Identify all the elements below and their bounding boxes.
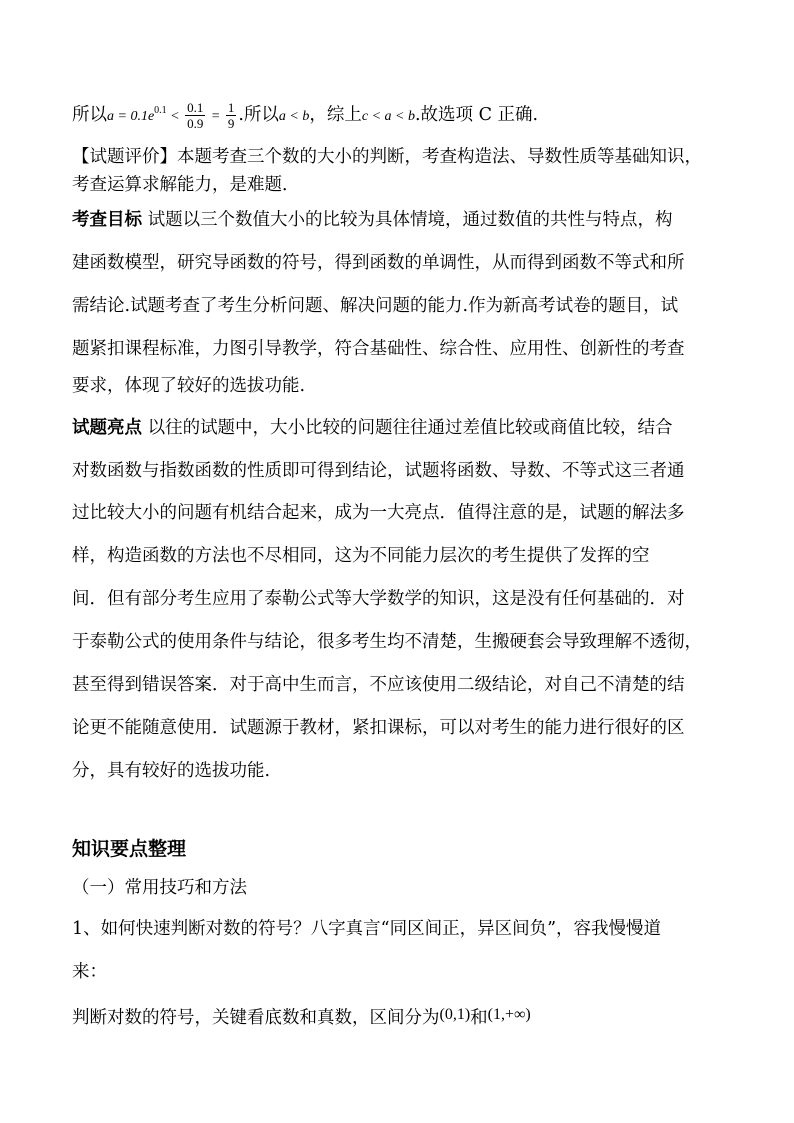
math-operator: = (207, 108, 224, 124)
math-expression: c < a < b (361, 108, 415, 124)
highlight-line-1 (72, 416, 673, 440)
math-expression: a < b (278, 108, 310, 124)
section-heading: 知识要点整理 (72, 838, 187, 860)
highlight-line-7: 甚至得到错误答案．对于高中生而言，不应该使用二级结论，对自己不清楚的结 (72, 675, 685, 695)
math-exponent: 0.1 (154, 105, 167, 116)
goal-line-3: 需结论.试题考查了考生分析问题、解决问题的能力.作为新高考试卷的题目，试 (72, 296, 679, 316)
fraction-denominator: 0.9 (187, 115, 204, 131)
text-segment: 所以 (72, 104, 107, 125)
highlight-line-2: 对数函数与指数函数的性质即可得到结论，试题将函数、导数、不等式这三者通 (72, 461, 685, 481)
section-subheading: （一）常用技巧和方法 (72, 878, 247, 898)
highlight-line-3: 过比较大小的问题有机结合起来，成为一大亮点．值得注意的是，试题的解法多 (72, 503, 685, 523)
tip-line-2: 来： (72, 962, 107, 982)
fraction-numerator: 0.1 (187, 99, 204, 115)
fraction (226, 100, 237, 131)
fraction-numerator: 1 (227, 99, 235, 115)
highlight-text: 以往的试题中，大小比较的问题往往通过差值比较或商值比较，结合 (142, 418, 673, 438)
goal-line-5: 要求，体现了较好的选拔功能. (72, 376, 306, 396)
interval-one-infinity: (1,+∞) (487, 1006, 531, 1023)
goal-line-4: 题紧扣课程标准，力图引导教学，符合基础性、综合性、应用性、创新性的考查 (72, 339, 685, 359)
tip-line-3 (72, 1003, 531, 1030)
text-segment: ，综上 (309, 104, 362, 125)
highlight-line-5: 间．但有部分考生应用了泰勒公式等大学数学的知识，这是没有任何基础的．对 (72, 589, 685, 609)
tip-line-1: 1、如何快速判断对数的符号？八字真言“同区间正，异区间负”，容我慢慢道 (72, 919, 662, 939)
goal-label: 考查目标 (72, 210, 142, 230)
fraction (185, 100, 205, 131)
highlight-label: 试题亮点 (72, 418, 142, 438)
text-segment: .故选项 C 正确. (414, 104, 539, 125)
math-operator: < (166, 108, 184, 124)
solution-conclusion-line (72, 99, 538, 131)
evaluation-line-1: 【试题评价】本题考查三个数的大小的判断，考查构造法、导数性质等基础知识， (72, 147, 702, 167)
highlight-line-9: 分，具有较好的选拔功能. (72, 761, 271, 781)
goal-text: 试题以三个数值大小的比较为具体情境，通过数值的共性与特点，构 (142, 210, 673, 230)
highlight-line-8: 论更不能随意使用．试题源于教材，紧扣课标，可以对考生的能力进行很好的区 (72, 718, 685, 738)
highlight-line-6: 于泰勒公式的使用条件与结论，很多考生均不清楚，生搬硬套会导致理解不透彻， (72, 632, 702, 652)
goal-line-1 (72, 208, 673, 232)
text-segment: 和 (470, 1008, 488, 1028)
goal-line-2: 建函数模型，研究导函数的符号，得到函数的单调性，从而得到函数不等式和所 (72, 253, 685, 273)
interval-zero-one: (0,1) (439, 1006, 471, 1023)
text-segment: 判断对数的符号，关键看底数和真数，区间分为 (72, 1008, 440, 1028)
text-segment: .所以 (238, 104, 279, 125)
highlight-line-4: 样，构造函数的方法也不尽相同，这为不同能力层次的考生提供了发挥的空 (72, 546, 650, 566)
math-expression: a = 0.1e (107, 108, 155, 124)
fraction-denominator: 9 (227, 115, 235, 131)
evaluation-line-2: 考查运算求解能力，是难题． (72, 175, 300, 195)
